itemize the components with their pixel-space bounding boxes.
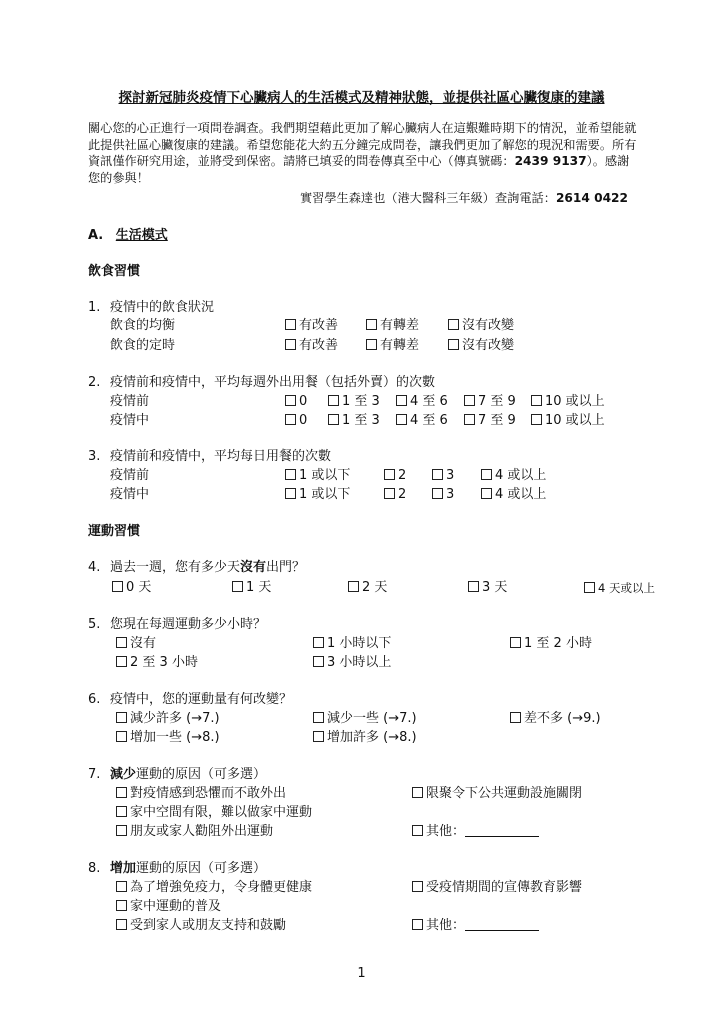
q8-text: 增加運動的原因（可多選） [110, 861, 267, 876]
q3-r2-option[interactable]: 1 或以下 [285, 487, 350, 503]
q2-row-label: 疫情前 [110, 394, 150, 409]
checkbox-icon [396, 395, 407, 406]
q5-option[interactable]: 2 至 3 小時 [116, 655, 198, 671]
checkbox-icon [116, 919, 127, 930]
q2-text: 疫情前和疫情中，平均每週外出用餐（包括外賣）的次數 [110, 375, 436, 390]
checkbox-icon [412, 919, 423, 930]
q4-option[interactable]: 3 天 [468, 580, 507, 596]
checkbox-icon [448, 339, 459, 350]
checkbox-icon [116, 637, 127, 648]
q6-number: 6. [88, 692, 101, 707]
q5-option[interactable]: 1 小時以下 [313, 636, 391, 652]
exercise-heading: 運動習慣 [88, 524, 141, 539]
checkbox-icon [116, 825, 127, 836]
q6-option[interactable]: 差不多 (→9.) [510, 711, 601, 727]
q8-other-option[interactable]: 其他： [412, 918, 539, 934]
q8-number: 8. [88, 861, 101, 876]
page-number: 1 [357, 966, 366, 981]
q3-text: 疫情前和疫情中，平均每日用餐的次數 [110, 449, 332, 464]
q4-text: 過去一週，您有多少天沒有出門？ [110, 560, 306, 575]
checkbox-icon [464, 414, 475, 425]
q8-other-input[interactable] [465, 918, 539, 931]
q1-r1-option[interactable]: 有改善 [285, 318, 338, 334]
q3-r1-option[interactable]: 3 [432, 468, 454, 484]
checkbox-icon [116, 900, 127, 911]
q1-r2-option[interactable]: 有改善 [285, 338, 338, 354]
checkbox-icon [112, 581, 123, 592]
contact-line [300, 190, 628, 206]
q1-text: 疫情中的飲食狀況 [110, 300, 215, 315]
checkbox-icon [328, 414, 339, 425]
fax-number: 2439 9137 [514, 154, 587, 168]
checkbox-icon [116, 712, 127, 723]
checkbox-icon [412, 881, 423, 892]
q2-r2-option[interactable]: 0 [285, 413, 307, 429]
student-credit: 實習學生森達也（港大醫科三年級）查詢電話： [300, 191, 556, 205]
checkbox-icon [328, 395, 339, 406]
checkbox-icon [396, 414, 407, 425]
q2-r2-option[interactable]: 7 至 9 [464, 413, 516, 429]
q5-option[interactable]: 沒有 [116, 636, 156, 652]
q7-other-option[interactable]: 其他： [412, 824, 539, 840]
checkbox-icon [313, 656, 324, 667]
q1-r1-option[interactable]: 有轉差 [366, 318, 419, 334]
section-a-label: 生活模式 [115, 228, 168, 243]
q2-r1-option[interactable]: 1 至 3 [328, 394, 380, 410]
checkbox-icon [464, 395, 475, 406]
checkbox-icon [366, 339, 377, 350]
checkbox-icon [384, 469, 395, 480]
q8-option[interactable]: 受到家人或朋友支持和鼓勵 [116, 918, 286, 934]
q2-r1-option[interactable]: 4 至 6 [396, 394, 448, 410]
q8-option[interactable]: 為了增強免疫力，令身體更健康 [116, 880, 312, 896]
q7-option[interactable]: 對疫情感到恐懼而不敢外出 [116, 786, 286, 802]
intro-closing: ）。感謝您的參與！ [88, 154, 630, 185]
q5-text: 您現在每週運動多少小時？ [110, 617, 267, 632]
q6-text: 疫情中，您的運動量有何改變？ [110, 692, 293, 707]
q3-number: 3. [88, 449, 101, 464]
q2-number: 2. [88, 375, 101, 390]
checkbox-icon [116, 806, 127, 817]
q2-row-label: 疫情中 [110, 413, 150, 428]
checkbox-icon [285, 469, 296, 480]
checkbox-icon [366, 319, 377, 330]
q2-r1-option[interactable]: 0 [285, 394, 307, 410]
q4-number: 4. [88, 560, 101, 575]
checkbox-icon [285, 339, 296, 350]
q1-number: 1. [88, 300, 101, 315]
q2-r1-option[interactable]: 10 或以上 [531, 394, 605, 410]
q5-option[interactable]: 1 至 2 小時 [510, 636, 592, 652]
q1-row-label: 飲食的定時 [110, 338, 176, 353]
checkbox-icon [313, 731, 324, 742]
q4-option[interactable]: 4 天或以上 [584, 580, 655, 596]
q4-option[interactable]: 1 天 [232, 580, 271, 596]
checkbox-icon [584, 582, 595, 593]
q3-r1-option[interactable]: 4 或以上 [481, 468, 546, 484]
q8-option[interactable]: 家中運動的普及 [116, 899, 221, 915]
checkbox-icon [116, 787, 127, 798]
checkbox-icon [116, 656, 127, 667]
q1-r2-option[interactable]: 有轉差 [366, 338, 419, 354]
checkbox-icon [531, 395, 542, 406]
checkbox-icon [510, 637, 521, 648]
checkbox-icon [232, 581, 243, 592]
q6-option[interactable]: 增加一些 (→8.) [116, 730, 220, 746]
q5-number: 5. [88, 617, 101, 632]
checkbox-icon [313, 637, 324, 648]
checkbox-icon [116, 731, 127, 742]
q7-number: 7. [88, 767, 101, 782]
checkbox-icon [285, 488, 296, 499]
checkbox-icon [285, 414, 296, 425]
q3-r2-option[interactable]: 2 [384, 487, 406, 503]
q6-option[interactable]: 減少許多 (→7.) [116, 711, 220, 727]
q3-r1-option[interactable]: 2 [384, 468, 406, 484]
q7-option[interactable]: 朋友或家人勸阻外出運動 [116, 824, 273, 840]
intro-paragraph [88, 120, 640, 186]
checkbox-icon [531, 414, 542, 425]
checkbox-icon [432, 488, 443, 499]
q3-row-label: 疫情前 [110, 468, 150, 483]
checkbox-icon [510, 712, 521, 723]
q8-option[interactable]: 受疫情期間的宣傳教育影響 [412, 880, 582, 896]
checkbox-icon [116, 881, 127, 892]
checkbox-icon [412, 787, 423, 798]
diet-heading: 飲食習慣 [88, 264, 141, 279]
q3-r2-option[interactable]: 3 [432, 487, 454, 503]
checkbox-icon [285, 319, 296, 330]
phone-number: 2614 0422 [555, 191, 629, 205]
q7-other-input[interactable] [465, 824, 539, 837]
q1-r1-option[interactable]: 沒有改變 [448, 318, 514, 334]
q2-r2-option[interactable]: 1 至 3 [328, 413, 380, 429]
checkbox-icon [384, 488, 395, 499]
q5-option[interactable]: 3 小時以上 [313, 655, 391, 671]
q1-r2-option[interactable]: 沒有改變 [448, 338, 514, 354]
q3-r2-option[interactable]: 4 或以上 [481, 487, 546, 503]
q6-option[interactable]: 減少一些 (→7.) [313, 711, 417, 727]
q4-option[interactable]: 2 天 [348, 580, 387, 596]
checkbox-icon [432, 469, 443, 480]
q3-row-label: 疫情中 [110, 487, 150, 502]
checkbox-icon [468, 581, 479, 592]
q2-r2-option[interactable]: 10 或以上 [531, 413, 605, 429]
q2-r1-option[interactable]: 7 至 9 [464, 394, 516, 410]
q1-row-label: 飲食的均衡 [110, 318, 176, 333]
q7-option[interactable]: 限聚令下公共運動設施關閉 [412, 786, 582, 802]
q2-r2-option[interactable]: 4 至 6 [396, 413, 448, 429]
checkbox-icon [348, 581, 359, 592]
checkbox-icon [412, 825, 423, 836]
checkbox-icon [481, 488, 492, 499]
q3-r1-option[interactable]: 1 或以下 [285, 468, 350, 484]
q6-option[interactable]: 增加許多 (→8.) [313, 730, 417, 746]
q7-option[interactable]: 家中空間有限，難以做家中運動 [116, 805, 312, 821]
q7-text: 減少運動的原因（可多選） [110, 767, 267, 782]
section-a-heading [88, 228, 168, 244]
checkbox-icon [285, 395, 296, 406]
q4-option[interactable]: 0 天 [112, 580, 151, 596]
checkbox-icon [313, 712, 324, 723]
checkbox-icon [448, 319, 459, 330]
document-title: 探討新冠肺炎疫情下心臟病人的生活模式及精神狀態，並提供社區心臟復康的建議 [118, 90, 605, 106]
checkbox-icon [481, 469, 492, 480]
section-a-letter: A. [88, 228, 104, 243]
intro-text: 關心您的心正進行一項問卷調查。我們期望藉此更加了解心臟病人在這艱難時期下的情況，並希望能就此提供社區心臟復康的建議。希望您能花大約五分鐘完成問卷，讓我們更加了解您的現況和需要。所有資訊僅作研究用途，並將受到保密。請將已填妥的問卷傳真至中心（傳真號碼： [88, 121, 637, 168]
